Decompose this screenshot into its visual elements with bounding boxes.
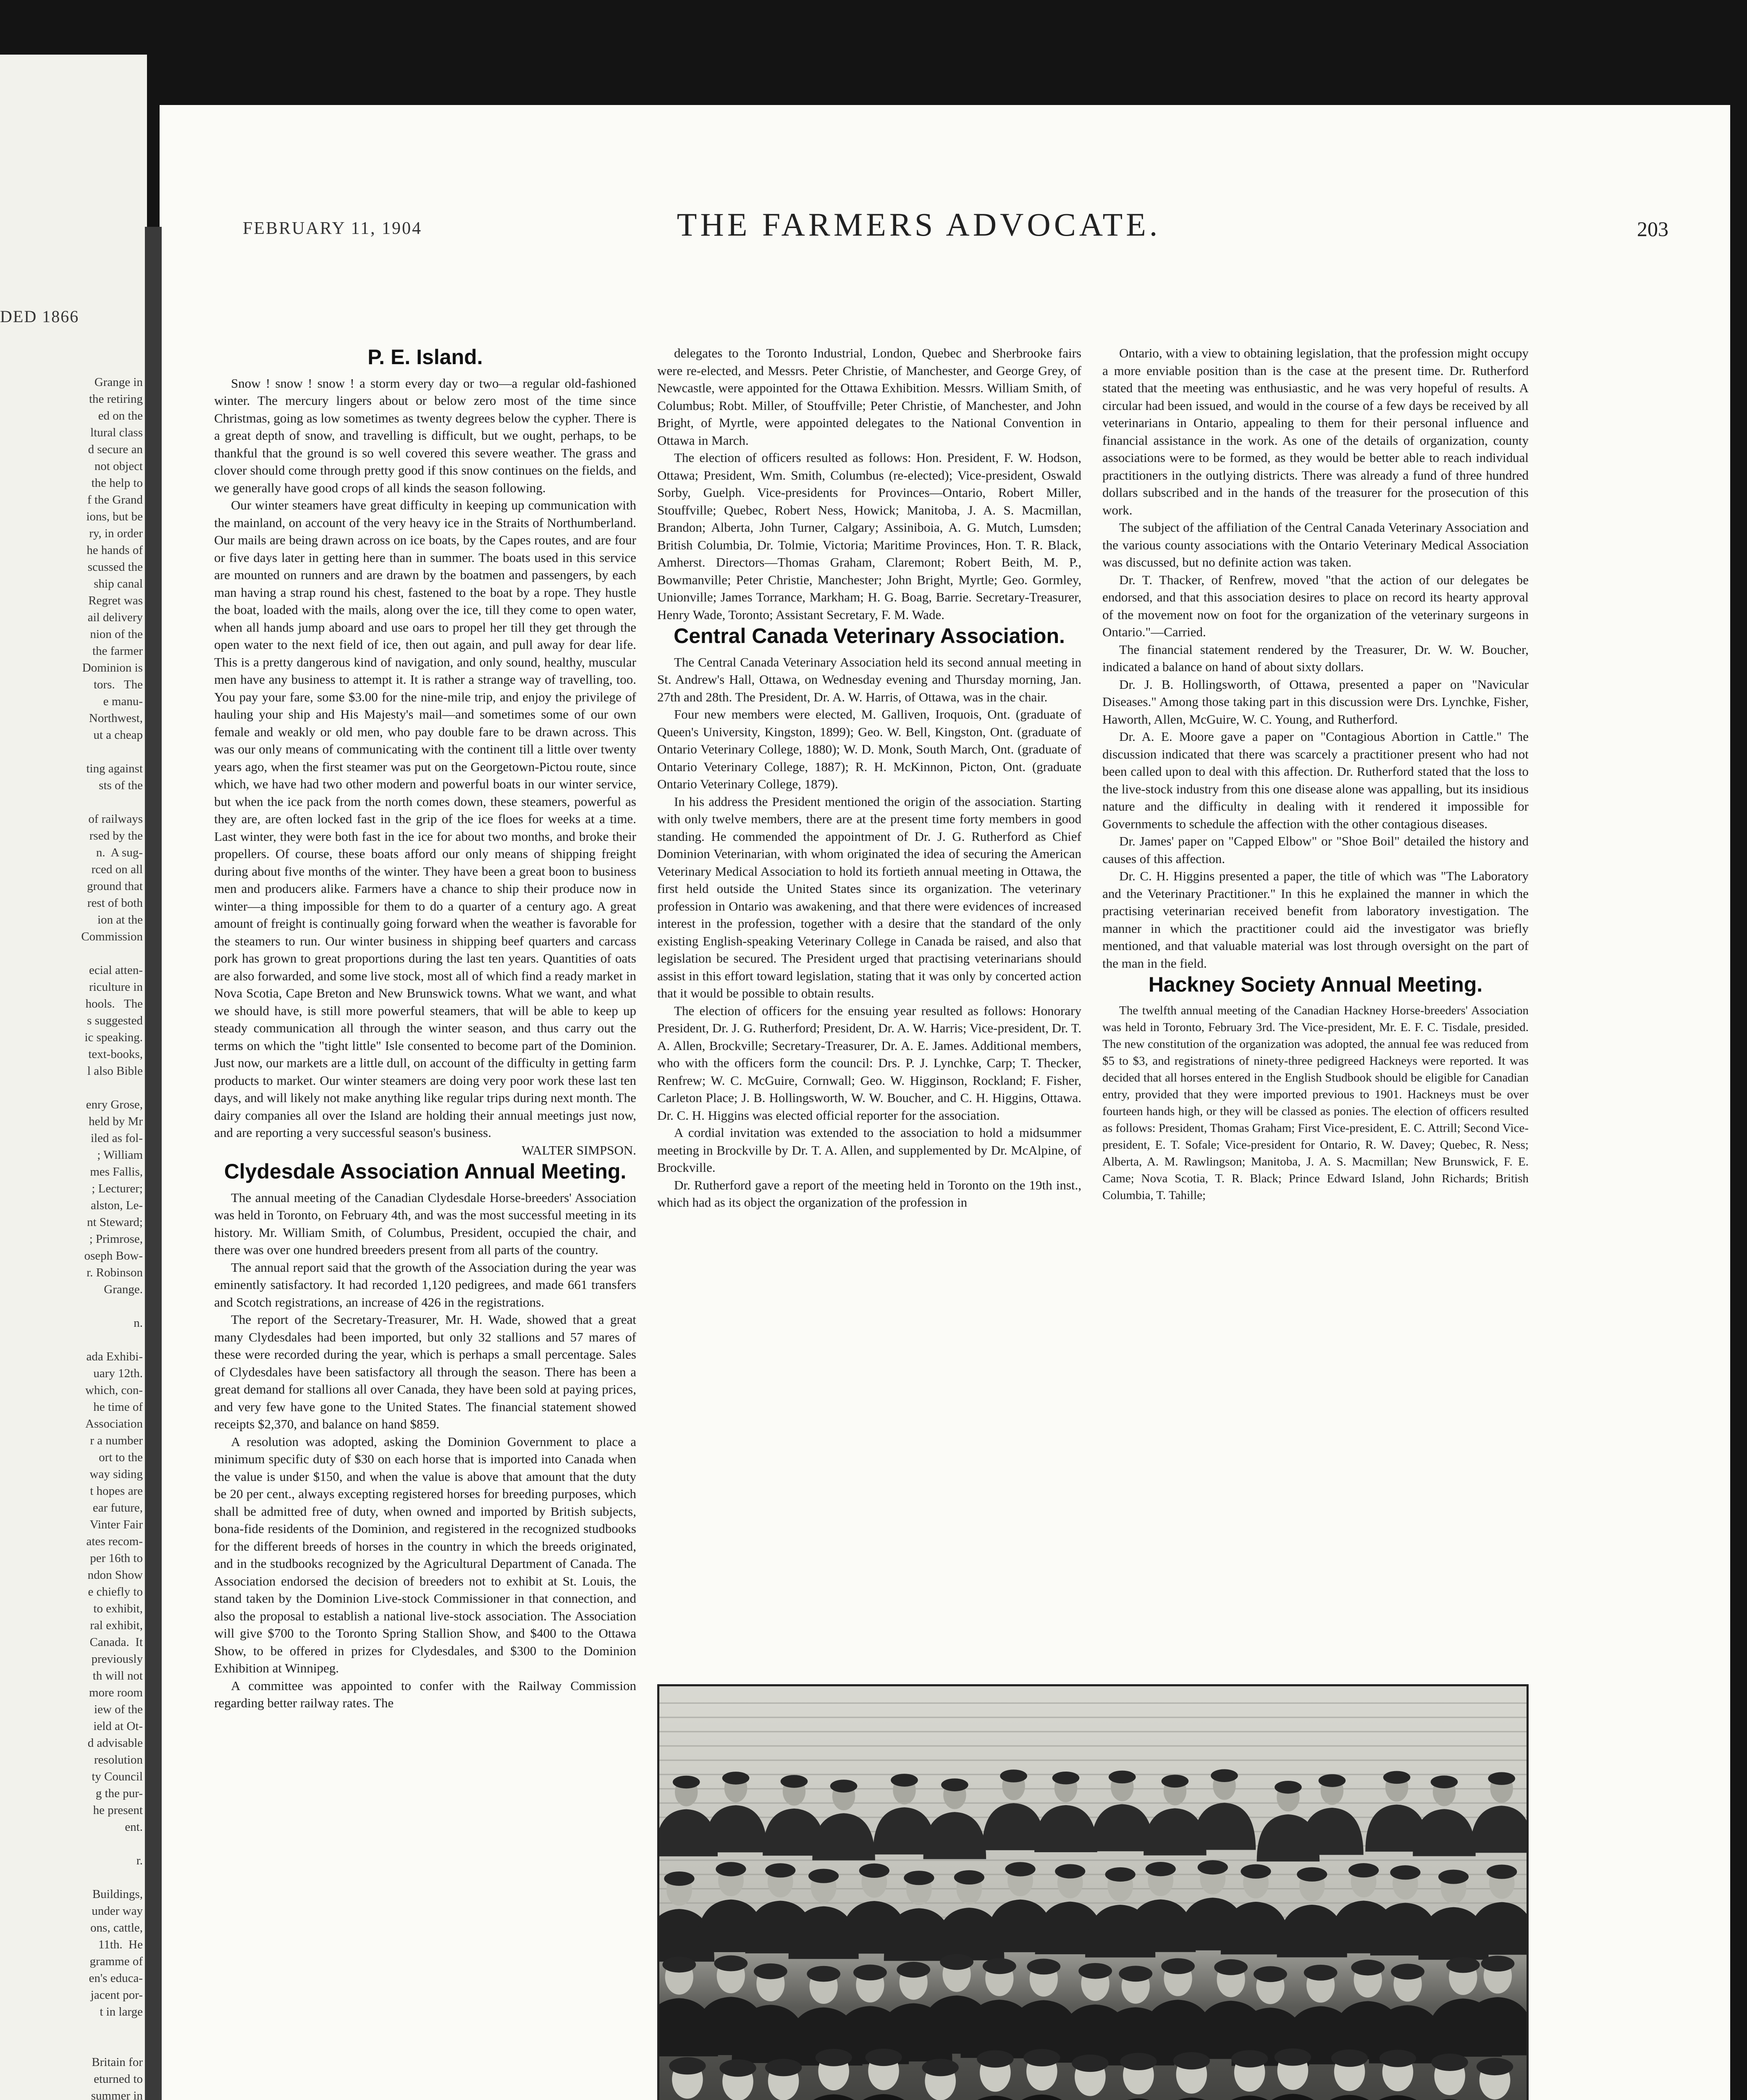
facing-page-line: alston, Le- (90, 1199, 143, 1212)
facing-page-line: ship canal (94, 577, 143, 591)
facing-page-line: not object (94, 459, 143, 473)
paragraph: Dr. A. E. Moore gave a paper on "Contagious Abortion in Cattle." The discussion indicated that there was scarcely a practitioner present who had not been called upon to deal with this affection. Dr. Rutherford stated that the loss to the live-stock industry from this one disease alone was appalling, but its insidious nature and the difficulty in dealing with it rendered it impossible for Governments to schedule the affection with the other contagious diseases. (1102, 729, 1529, 831)
facing-page-line: nion of the (90, 627, 143, 641)
facing-page-line: r. (136, 1854, 143, 1867)
facing-page-line: l also Bible (87, 1064, 143, 1078)
paragraph: Dr. T. Thacker, of Renfrew, moved "that the action of our delegates be endorsed, and that this association desires to place on record its hearty approval of the movement now on foot for the organization of the veterinary surgeons in Ontario."—Carried. (1102, 572, 1529, 639)
facing-page-line: previously (91, 1652, 143, 1666)
paragraph: The annual report said that the growth of the Association during the year was eminently satisfactory. It had recorded 1,120 pedigrees, and made 661 transfers and Scotch registrations, an increase of 426 in the registrations. (214, 1260, 636, 1310)
facing-page-line: ; Primrose, (89, 1232, 143, 1246)
facing-page-line: ions, but be (86, 510, 143, 523)
issue-date: FEBRUARY 11, 1904 (243, 219, 422, 238)
facing-page-line: ield at Ot- (93, 1719, 143, 1733)
facing-page-line: Grange. (104, 1283, 143, 1296)
facing-page-line: resolution (94, 1753, 143, 1767)
facing-page-line: summer in (91, 2089, 143, 2100)
facing-page-line: ground that (87, 879, 143, 893)
facing-page-line: g the pur- (95, 1787, 143, 1800)
paragraph: The report of the Secretary-Treasurer, Mr. H. Wade, showed that a great many Clydesdales had been imported, but only 32 stallions and 57 mares of these were recorded during the year, which is perhaps a small percentage. Sales of Clydesdales have been satisfactory all through the season. There has been a great demand for stallions all over Canada, they have been sold at paying prices, and very few have gone to the United States. The financial statement showed receipts $2,370, and balance on hand $859. (214, 1312, 636, 1431)
paragraph: Our winter steamers have great difficulty in keeping up communication with the mainland, on account of the very heavy ice in the Straits of Northumberland. Our mails are being drawn across on ice boats, by the Capes routes, and are four or five days later in getting here than in summer. The boats used in this service are mounted on runners and are drawn by the boatmen and passengers, by each man having a strap round his chest, fastened to the boat by a rope. They hustle the boat, loaded with the mails, along over the ice, till they come to open water, when all hands jump aboard and use oars to propel her till they get through the open water to the next field of ice, then out again, and pull away for dear life. This is a pretty dangerous kind of navigation, and only sound, healthy, muscular men have any business to attempt it. It is rather a strange way of travelling, too. You pay your fare, some $3.00 for the nine-mile trip, and enjoy the privilege of hauling your ship and His Majesty's mail—and sometimes some of our own female and weakly or old men, who pay double fare to be drawn across. This was our only means of communicating with the continent till a little over twenty years ago, when the first steamer was put on the Georgetown-Pictou route, since which, we have had two other modern and powerful boats in our winter service, but when the ice pack from the north comes down, these steamers, powerful as they are, are often locked fast in the grip of the ice floes for weeks at a time. Last winter, they were both fast in the ice for about two months, and broke their propellers. Of course, these boats afford our only means of shipping freight during about five months of the winter. They have been a great boon to business men and producers alike. Farmers have a chance to ship their produce now in winter—a thing impossible for them to do a quarter of a century ago. A great amount of freight is continually going forward when the weather is favorable for the steamers to run. Our winter business in shipping beef quarters and carcass pork has grown to great proportions during the last ten years. Quantities of oats are also forwarded, and some live stock, most all of which find a ready market in Nova Scotia, Cape Breton and New Brunswick towns. What we want, and what we should have, is still more powerful steamers, that will be able to keep up steady communication all through the winter season, and thus carry out the terms on which the "tight little" Isle consented to become part of the Dominion. Just now, our markets are a little dull, on account of the difficulty in getting farm products to market. Our winter steamers are doing very poor work these last ten days, and will likely not make anything like regular trips during next month. The dairy companies all over the Island are holding their annual meetings just now, and are reporting a very successful season's business. (214, 498, 636, 1140)
paragraph: Ontario, with a view to obtaining legislation, that the profession might occupy a more enviable position than is the case at the present time. Dr. Rutherford stated that the meeting was enthusiastic, and he was very hopeful of results. A circular had been issued, and would in the course of a few days be received by all veterinarians in Ontario, appealing to them for their personal influence and financial assistance in the work. As one of the details of organization, county associations were to be formed, as they would be better able to reach individual practitioners in the outlying districts. There was already a fund of three hundred dollars subscribed and in the hands of the treasurer for the prosecution of this work. (1102, 346, 1529, 517)
facing-page-line: of railways (88, 812, 143, 826)
article-title-hackney: Hackney Society Annual Meeting. (1148, 973, 1483, 996)
facing-page-line: Britain for (92, 2055, 143, 2069)
facing-page-line: uary 12th. (93, 1367, 143, 1380)
facing-page-line: more room (89, 1686, 143, 1699)
page-header (243, 206, 1668, 252)
facing-page-line: nt Steward; (87, 1215, 143, 1229)
facing-page-line: sts of the (99, 779, 143, 792)
facing-page-header: DED 1866 (0, 307, 79, 326)
facing-page-line: Canada. It (89, 1635, 143, 1649)
facing-page-line: way siding (89, 1467, 143, 1481)
facing-page-line: hools. The (85, 997, 143, 1011)
paragraph: Dr. C. H. Higgins presented a paper, the title of which was "The Laboratory and the Veterinary Practitioner." In this he explained the manner in which the practising veterinarian received benefit from laboratory investigation. The manner in which the practitioner could aid the investigator was briefly mentioned, and that valuable material was lost through oversight on the part of the man in the field. (1102, 869, 1529, 971)
facing-page-line: held by Mr (89, 1115, 143, 1128)
facing-page-text (0, 374, 143, 2100)
facing-page-line: ed on the (98, 409, 143, 423)
facing-page-line: ty Council (92, 1770, 143, 1783)
facing-page-line: Dominion is (82, 661, 143, 675)
paragraph: The election of officers for the ensuing year resulted as follows: Honorary President, Dr. J. G. Rutherford; President, Dr. A. W. Harris; Vice-president, Dr. T. A. Allen, Brockville; Secretary-Treasurer, Dr. A. E. James. Additional members, who with the officers form the council: Drs. P. J. Lynchke, Carp; T. Thecker, Renfrew; W. C. McGuire, Cornwall; Geo. W. Higginson, Rockland; F. Fisher, Carleton Place; J. B. Hollingsworth, W. W. Boucher, and C. H. Higgins, Ottawa. Dr. C. H. Higgins was elected official reporter for the association. (657, 1003, 1081, 1123)
facing-page-line: eturned to (94, 2072, 143, 2086)
facing-page-line: ic speaking. (84, 1031, 143, 1044)
facing-page-line: enry Grose, (86, 1098, 143, 1111)
facing-page-line: rsed by the (89, 829, 143, 843)
paragraph: Four new members were elected, M. Galliven, Iroquois, Ont. (graduate of Queen's University, Kingston, 1899); Geo. W. Bell, Kingston, Ont. (graduate of Ontario Veterinary College, 1880); W. D. Monk, South March, Ont. (graduate of Ontario Veterinary College, 1887); R. H. McKinnon, Picton, Ont. (graduate Ontario Veterinary College, 1879). (657, 707, 1081, 791)
facing-page-line: d secure an (88, 443, 143, 456)
facing-page-line: riculture in (89, 980, 143, 994)
facing-page-line: t hopes are (90, 1484, 143, 1498)
facing-page-line: r a number (90, 1434, 143, 1447)
facing-page-line: ral exhibit, (90, 1619, 143, 1632)
facing-page-line: n. A sug- (96, 846, 143, 859)
group-photograph (657, 1684, 1529, 2100)
facing-page-line: per 16th to (90, 1551, 143, 1565)
facing-page-line: e manu- (103, 695, 143, 708)
author-signature: WALTER SIMPSON. (522, 1142, 636, 1158)
facing-page-line: he time of (93, 1400, 143, 1414)
facing-page-line: the farmer (92, 644, 143, 658)
article-title-veterinary: Central Canada Veterinary Association. (674, 624, 1065, 648)
paragraph: In his address the President mentioned the origin of the association. Starting with only twelve members, there are at the present time forty members in good standing. He commended the appointment of Dr. J. G. Rutherford as Chief Dominion Veterinarian, with whom originated the idea of securing the American Veterinary Medical Association to hold its fortieth annual meeting in Ottawa, the first held outside the United States since its organization. The veterinary profession in Ontario was awakening, and that there were evidences of increased interest in the profession, together with a desire that the standard of the only existing English-speaking Veterinary College in Canada be raised, and also that legislation be secured. The President urged that practising veterinarians should assist in this effort toward legislation, stating that it was only by concerted action that it would be possible to obtain results. (657, 794, 1081, 1000)
facing-page-line: d advisable (87, 1736, 143, 1750)
facing-page-line: 11th. He (98, 1938, 143, 1951)
facing-page (0, 55, 147, 2100)
photo-figure (657, 1684, 1529, 2100)
facing-page-line: jacent por- (90, 1988, 143, 2002)
facing-page-line (0, 1079, 143, 1096)
column-2 (657, 344, 1081, 1688)
facing-page-line: to exhibit, (93, 1602, 143, 1615)
facing-page-line: ort to the (99, 1451, 143, 1464)
facing-page-line: rced on all (91, 863, 143, 876)
paragraph: Dr. Rutherford gave a report of the meeting held in Toronto on the 19th inst., which had as its object the organization of the profession in (657, 1177, 1081, 1210)
facing-page-line: tors. The (93, 678, 143, 691)
facing-page-line: he present (93, 1803, 143, 1817)
facing-page-line: scussed the (87, 560, 143, 574)
facing-page-line: ons, cattle, (90, 1921, 143, 1935)
facing-page-line: ut a cheap (93, 728, 143, 742)
facing-page-line: ecial atten- (89, 963, 143, 977)
facing-page-line (0, 1298, 143, 1315)
facing-page-line: ; Lecturer; (92, 1182, 143, 1195)
paragraph: The subject of the affiliation of the Central Canada Veterinary Association and the various county associations with the Ontario Veterinary Medical Association was discussed, but no definite action was taken. (1102, 520, 1529, 570)
paragraph: The twelfth annual meeting of the Canadian Hackney Horse-breeders' Association was held in Toronto, February 3rd. The Vice-president, Mr. E. F. C. Tisdale, presided. The new constitution of the organization was adopted, the annual fee was reduced from $5 to $3, and registrations of ninety-three pedigreed Hackneys were reported. It was decided that all horses entered in the English Studbook should be eligible for Canadian entry, provided that they were imported previous to 1901. Hackneys must be over fourteen hands high, or they will be classed as ponies. The election of officers resulted as follows: President, Thomas Graham; First Vice-president, E. C. Attrill; Second Vice-president, E. T. Sofale; Vice-president for Ontario, R. W. Davey; Quebec, R. Ness; Alberta, A. M. Rawlingson; Manitoba, J. A. S. Macmillan; New Brunswick, F. E. Came; Nova Scotia, T. R. Black; Prince Edward Island, John Richards; British Columbia, T. Tahille; (1102, 1003, 1529, 1202)
facing-page-line (0, 1835, 143, 1852)
facing-page-line: the help to (91, 476, 143, 490)
facing-page-line: rest of both (87, 896, 143, 910)
paragraph: A cordial invitation was extended to the association to hold a midsummer meeting in Brockville by Dr. T. A. Allen, and supplemented by Dr. McAlpine, of Brockville. (657, 1125, 1081, 1175)
facing-page-line: iled as fol- (90, 1131, 143, 1145)
binding-gutter (145, 227, 162, 2100)
facing-page-line: text-books, (88, 1047, 143, 1061)
facing-page-line: oseph Bow- (84, 1249, 143, 1263)
facing-page-line: r. Robinson (87, 1266, 143, 1279)
facing-page-line: ail delivery (87, 611, 143, 624)
paragraph: A resolution was adopted, asking the Dominion Government to place a minimum specific duty of $30 on each horse that is imported into Canada when the value is under $150, and when the value is above that amount that the duty be 20 per cent., always excepting registered horses for breeding purposes, which shall be admitted free of duty, when owned and imported by British subjects, bona-fide residents of the Dominion, and registered in the recognized studbooks for the different breeds of horses in the country in which the breeds originated, and in the studbooks recognized by the Agricultural Department of Canada. The Association endorsed the decision of breeders not to exhibit at St. Louis, the stand taken by the Dominion Live-stock Commissioner in that connection, and also the proposal to establish a national live-stock association. The Association will give $700 to the Toronto Spring Stallion Show, and $400 to the Ottawa Show, to be offered in prizes for Clydesdales, and $300 to the Dominion Exhibition at Winnipeg. (214, 1434, 636, 1675)
facing-page-line: ry, in order (89, 527, 143, 540)
facing-page-line: he hands of (87, 543, 143, 557)
facing-page-line: s suggested (87, 1014, 143, 1027)
facing-page-line: n. (134, 1316, 143, 1330)
facing-page-line: mes Fallis, (90, 1165, 143, 1179)
facing-page-line: Northwest, (89, 711, 143, 725)
facing-page-line: Vinter Fair (89, 1518, 143, 1531)
facing-page-line: Regret was (88, 594, 143, 607)
facing-page-line: ates recom- (86, 1535, 143, 1548)
facing-page-line: gramme of (89, 1955, 143, 1968)
facing-page-line: the retiring (89, 392, 143, 406)
paragraph: delegates to the Toronto Industrial, London, Quebec and Sherbrooke fairs were re-elected, and Messrs. Peter Christie, of Manchester, and George Grey, of Newcastle, were appointed for the Ottawa Exhibition. Messrs. William Smith, of Columbus; Robt. Miller, of Stouffville; Peter Christie, of Manchester, and John Bright, of Myrtle, were appointed delegates to the National Convention in Ottawa in March. (657, 346, 1081, 448)
facing-page-line: ion at the (97, 913, 143, 927)
facing-page-line: which, con- (85, 1383, 143, 1397)
facing-page-line: th will not (92, 1669, 143, 1683)
facing-page-line: under way (92, 1904, 143, 1918)
facing-page-line: Association (85, 1417, 143, 1431)
facing-page-line: t in large (100, 2005, 143, 2019)
column-3 (1102, 344, 1529, 1596)
paragraph: A committee was appointed to confer with the Railway Commission regarding better railway rates. The (214, 1678, 636, 1710)
facing-page-line (0, 1869, 143, 1886)
facing-page-line: e chiefly to (88, 1585, 143, 1599)
facing-page-line: ada Exhibi- (86, 1350, 143, 1363)
facing-page-line (0, 743, 143, 760)
facing-page-line: Commission (81, 930, 143, 943)
facing-page-line (0, 794, 143, 811)
paragraph: The financial statement rendered by the Treasurer, Dr. W. W. Boucher, indicated a balance on hand of about sixty dollars. (1102, 642, 1529, 674)
article-title-clydesdale: Clydesdale Association Annual Meeting. (224, 1160, 627, 1183)
column-1 (214, 344, 636, 2100)
facing-page-line: ; William (97, 1148, 143, 1162)
paragraph: Snow ! snow ! snow ! a storm every day or two—a regular old-fashioned winter. The mercury lingers about or below zero most of the time since Christmas, going as low sometimes as twenty degrees below the cypher. There is a great depth of snow, and travelling is difficult, but we ought, perhaps, to be thankful that the ground is so well covered this severe weather. The grass and clover should come through pretty good if this snow continues on the fields, and we generally have good crops of all kinds the season following. (214, 375, 636, 495)
paragraph: The Central Canada Veterinary Association held its second annual meeting in St. Andrew's Hall, Ottawa, on Wednesday evening and Thursday morning, Jan. 27th and 28th. The President, Dr. A. W. Harris, of Ottawa, was in the chair. (657, 654, 1081, 704)
facing-page-line: Grange in (94, 375, 143, 389)
article-title-pei: P. E. Island. (367, 345, 483, 369)
facing-page-line: en's educa- (89, 1971, 143, 1985)
masthead-title: THE FARMERS ADVOCATE. (677, 206, 1161, 243)
paragraph: The annual meeting of the Canadian Clydesdale Horse-breeders' Association was held in Toronto, on February 4th, and was the most successful meeting in its history. Mr. William Smith, of Columbus, President, occupied the chair, and there was over one hundred breeders present from all parts of the country. (214, 1190, 636, 1257)
facing-page-line: Buildings, (92, 1887, 143, 1901)
facing-page-line: f the Grand (87, 493, 143, 507)
facing-page-line: ltural class (90, 426, 143, 439)
facing-page-line: ent. (125, 1820, 143, 1834)
facing-page-line (0, 945, 143, 962)
photo-illustration (659, 1686, 1527, 2100)
facing-page-line: ndon Show (87, 1568, 143, 1582)
facing-page-line (0, 2020, 143, 2037)
paragraph: The election of officers resulted as follows: Hon. President, F. W. Hodson, Ottawa; President, Wm. Smith, Columbus (re-elected); Vice-president, Oswald Sorby, Guelph. Vice-presidents for Provinces—Ontario, Robert Miller, Stouffville; Quebec, Robert Ness, Howick; Manitoba, J. A. S. Macmillan, Brandon; Alberta, John Turner, Calgary; Assiniboia, A. G. Mutch, Lumsden; British Columbia, Dr. Tolmie, Victoria; Maritime Provinces, Hon. T. R. Black, Amherst. Directors—Thomas Graham, Claremont; Robert Beith, M. P., Bowmanville; Peter Christie, Manchester; John Bright, Myrtle; Geo. Gormley, Unionville; James Torrance, Markham; H. G. Boag, Barrie. Secretary-Treasurer, Henry Wade, Toronto; Assistant Secretary, F. M. Wade. (657, 450, 1081, 622)
paragraph: Dr. James' paper on "Capped Elbow" or "Shoe Boil" detailed the history and causes of this affection. (1102, 834, 1529, 866)
facing-page-line: ting against (86, 762, 143, 775)
paragraph: Dr. J. B. Hollingsworth, of Ottawa, presented a paper on "Navicular Diseases." Among those taking part in this discussion were Drs. Lynchke, Fisher, Haworth, Allen, McGuire, W. C. Young, and Rutherford. (1102, 677, 1529, 727)
page-number: 203 (1637, 217, 1668, 241)
facing-page-line: ear future, (92, 1501, 143, 1515)
facing-page-line (0, 2037, 143, 2054)
facing-page-line: iew of the (94, 1703, 143, 1716)
facing-page-line (0, 1331, 143, 1348)
